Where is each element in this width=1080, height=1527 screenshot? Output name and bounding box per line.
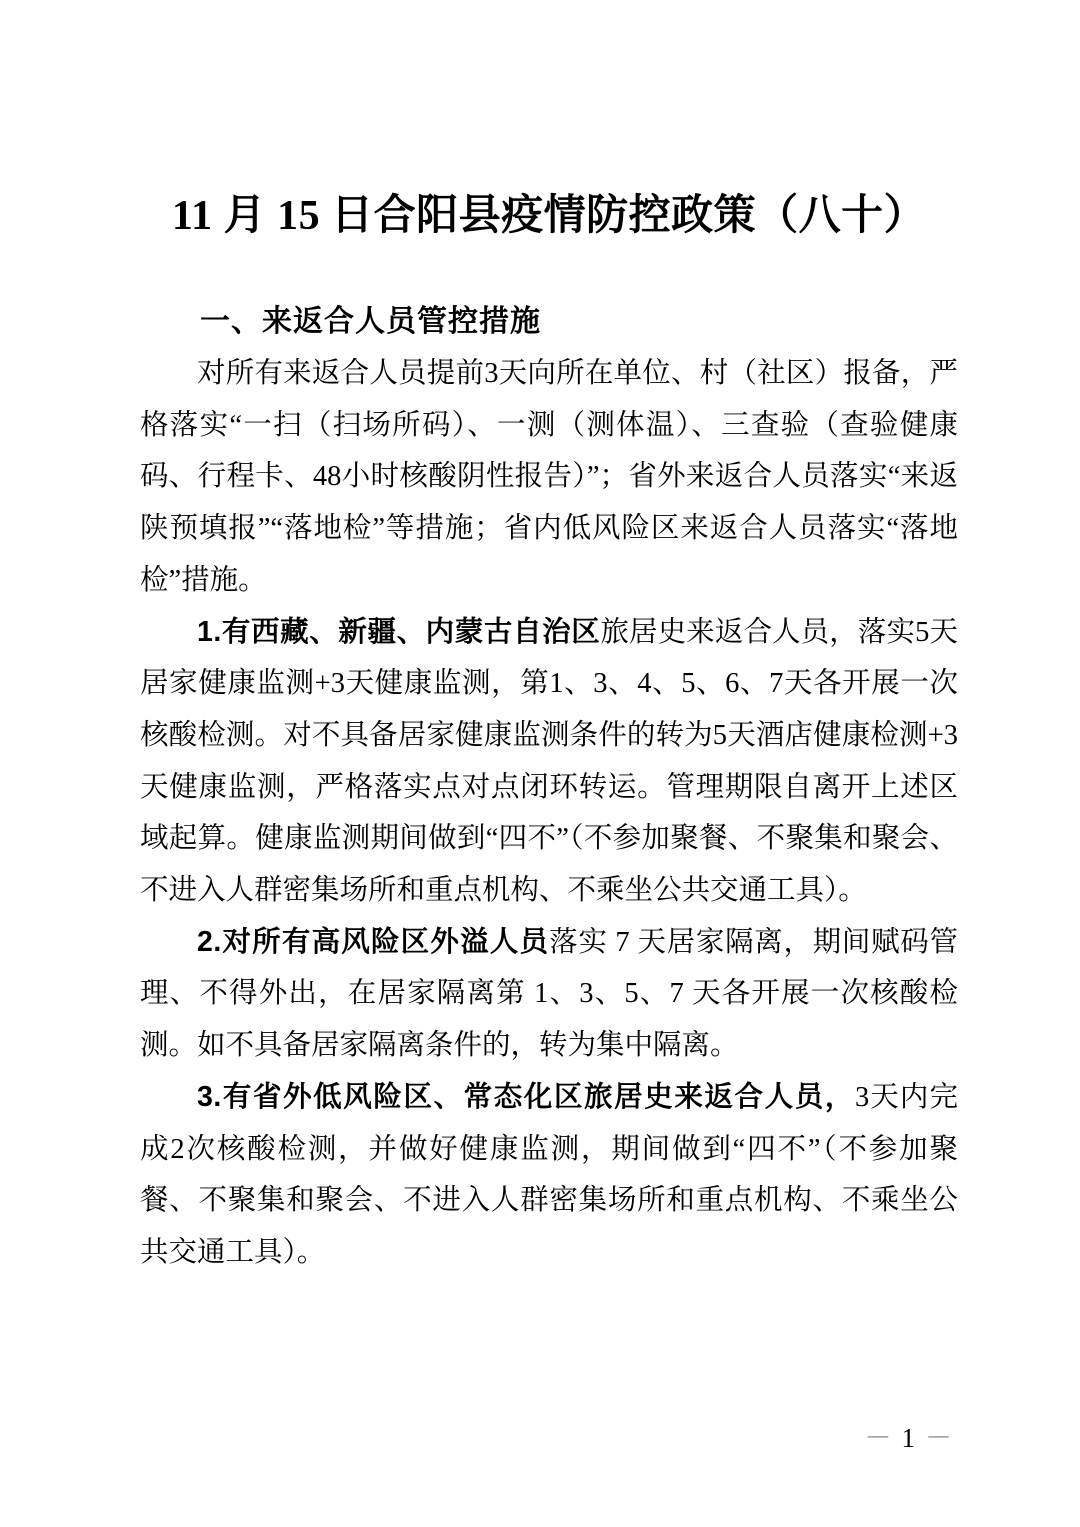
item-1-lead: 1.有西藏、新疆、内蒙古自治区 bbox=[197, 615, 601, 648]
item-3-body: 3天内完成2次核酸检测，并做好健康监测，期间做到“四不”（不参加聚餐、不聚集和聚会、不进入人群密集场所和重点机构、不乘坐公共交通工具）。 bbox=[140, 1081, 958, 1268]
page-number-value: 1 bbox=[901, 1423, 919, 1453]
page-number-dash-right: － bbox=[925, 1423, 956, 1453]
paragraph-item-2 bbox=[140, 917, 958, 1072]
paragraph-intro: 对所有来返合人员提前3天向所在单位、村（社区）报备，严格落实“一扫（扫场所码）、一测（测体温）、三查验（查验健康码、行程卡、48小时核酸阴性报告）”；省外来返合人员落实“来返陕预填报”“落地检”等措施；省内低风险区来返合人员落实“落地检”措施。 bbox=[140, 358, 958, 596]
item-3-lead: 3.有省外低风险区、常态化区旅居史来返合人员， bbox=[197, 1080, 855, 1113]
item-1-body: 旅居史来返合人员，落实5天居家健康监测+3天健康监测，第1、3、4、5、6、7天各开展一次核酸检测。对不具备居家健康监测条件的转为5天酒店健康检测+3天健康监测，严格落实点对点闭环转运。管理期限自离开上述区域起算。健康监测期间做到“四不”（不参加聚餐、不聚集和聚会、不进入人群密集场所和重点机构、不乘坐公共交通工具）。 bbox=[140, 616, 958, 907]
item-2-lead: 2.对所有高风险区外溢人员 bbox=[197, 925, 550, 958]
page-number bbox=[865, 1416, 957, 1455]
document-content bbox=[140, 188, 958, 1279]
item-2-body: 落实 7 天居家隔离，期间赋码管理、不得外出，在居家隔离第 1、3、5、7 天各开展一次核酸检测。如不具备居家隔离条件的，转为集中隔离。 bbox=[140, 926, 958, 1062]
page-number-dash-left: － bbox=[864, 1423, 896, 1453]
document-title: 11 月 15 日合阳县疫情防控政策（八十） bbox=[171, 193, 927, 239]
section-heading: 一、来返合人员管控措施 bbox=[200, 305, 541, 338]
paragraph-item-3 bbox=[140, 1072, 958, 1279]
paragraph-item-1 bbox=[140, 607, 958, 917]
